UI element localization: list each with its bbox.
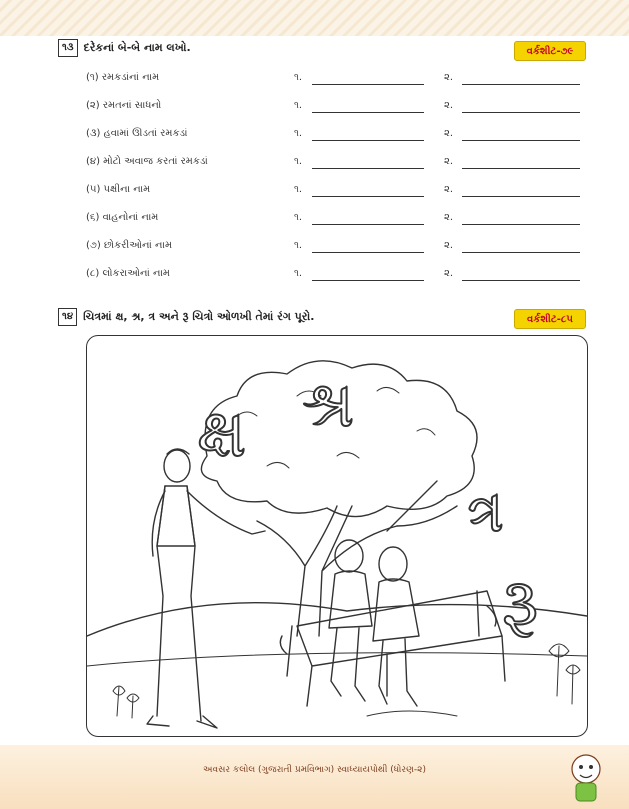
list-item: (૪) મોટો અવાજ કરતાં રમકડાં ૧. ૨. [86,154,586,172]
exercise-13-instruction: દરેકનાં બે-બે નામ લખો. [83,41,191,54]
list-item: (૬) વાહનોનાં નામ ૧. ૨. [86,210,586,228]
worksheet-badge-79: વર્કશીટ-૭૯ [514,41,586,61]
answer-line-2[interactable] [462,280,580,281]
answer-line-1[interactable] [312,196,424,197]
letter-ru: રૂ [502,564,539,643]
answer-line-2[interactable] [462,112,580,113]
worksheet-badge-85: વર્કશીટ-૮૫ [514,309,586,329]
mascot-icon [566,749,606,805]
coloring-picture[interactable] [86,335,588,737]
answer-line-1[interactable] [312,168,424,169]
children-on-bench [329,540,419,706]
letter-shra: શ્ર [302,368,355,442]
list-item: (૨) રમતનાં સાધનો ૧. ૨. [86,98,586,116]
answer-line-2[interactable] [462,252,580,253]
exercise-13-header [58,38,191,58]
list-item: (૫) પક્ષીના નામ ૧. ૨. [86,182,586,200]
list-item: (૭) છોકરીઓનાં નામ ૧. ૨. [86,238,586,256]
standing-man-figure [147,449,265,728]
list-item: (૮) લોકરાઓનાં નામ ૧. ૨. [86,266,586,284]
answer-line-2[interactable] [462,168,580,169]
answer-line-2[interactable] [462,84,580,85]
decorative-header-band [0,0,629,36]
letter-ksha: ક્ષ [197,394,247,473]
answer-line-1[interactable] [312,140,424,141]
answer-line-1[interactable] [312,112,424,113]
answer-line-1[interactable] [312,224,424,225]
exercise-14-instruction: ચિત્રમાં ક્ષ, શ્ર, ત્ર અને રૂ ચિત્રો ઓળખી તેમાં રંગ પૂરો. [83,310,315,323]
park-bench [280,591,505,706]
list-item: (૧) રમકડાંનાં નામ ૧. ૨. [86,70,586,88]
page-footer [0,745,629,809]
letter-tra: ત્ર [467,476,504,546]
park-scene-illustration [87,336,587,736]
list-item: (૩) હવામાં ઊડતાં રમકડાં ૧. ૨. [86,126,586,144]
answer-line-2[interactable] [462,196,580,197]
exercise-number-13: ૧૩ [58,39,78,57]
answer-line-1[interactable] [312,252,424,253]
footer-text: અવસર કલોલ (ગુજરાતી પ્રમવિભાગ) સ્વાધ્યાયપોથી (ધોરણ-૨) [203,765,426,775]
answer-line-2[interactable] [462,224,580,225]
exercise-number-14: ૧૪ [58,308,77,326]
answer-line-1[interactable] [312,280,424,281]
answer-line-2[interactable] [462,140,580,141]
exercise-14-header [58,307,314,327]
answer-line-1[interactable] [312,84,424,85]
